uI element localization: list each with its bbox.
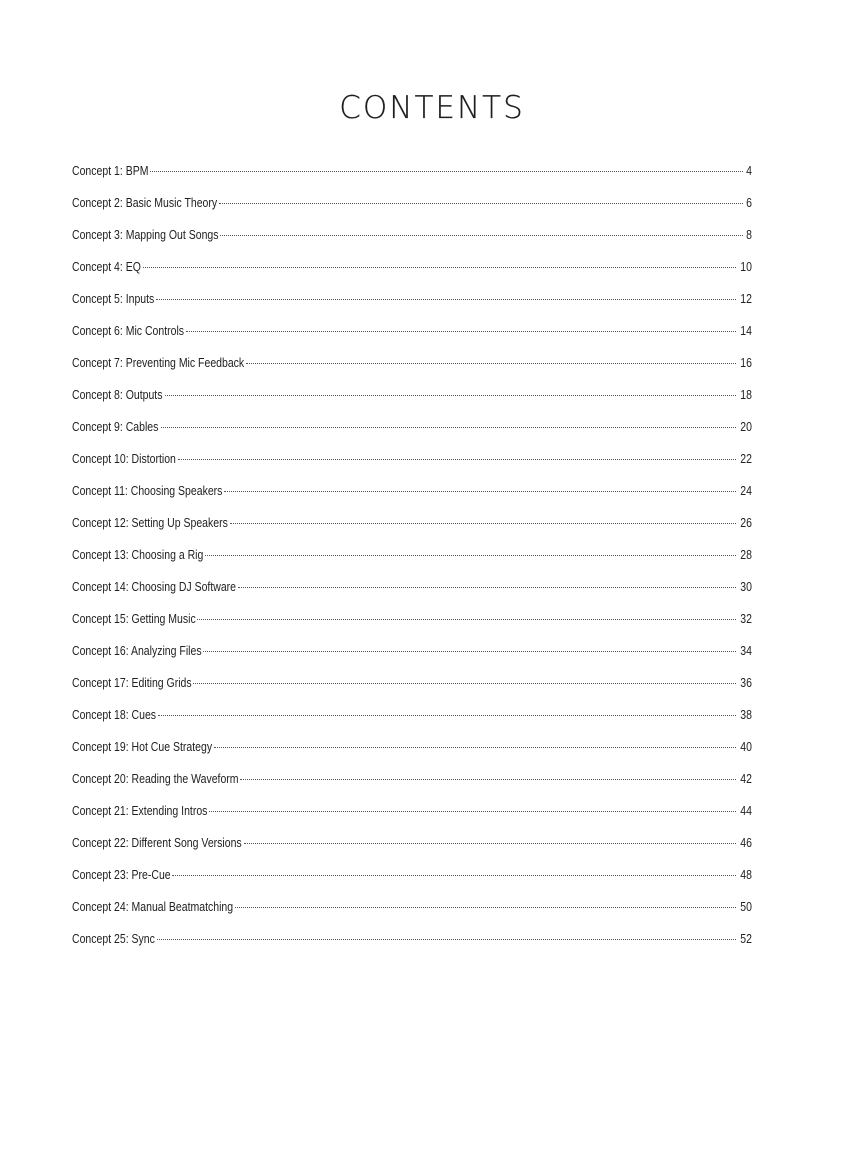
toc-entry-label: Concept 10: Distortion: [72, 452, 176, 466]
dot-leader: [235, 906, 736, 908]
toc-entry-label-wrap: [72, 766, 238, 792]
dot-leader: [205, 554, 736, 556]
toc-entry-page-number: 4: [746, 164, 752, 178]
toc-entry-label: Concept 19: Hot Cue Strategy: [72, 740, 213, 754]
dot-leader: [220, 234, 743, 236]
toc-entry-label: Concept 6: Mic Controls: [72, 324, 185, 338]
dot-leader: [224, 490, 736, 492]
toc-entry-label: Concept 14: Choosing DJ Software: [72, 580, 237, 594]
toc-entry-label-wrap: [72, 286, 154, 312]
dot-leader: [158, 714, 736, 716]
toc-entry-page-number: 38: [740, 708, 752, 722]
toc-entry[interactable]: [72, 158, 752, 190]
toc-entry-label-wrap: [72, 798, 207, 824]
toc-entry-page-number: 50: [740, 900, 752, 914]
toc-entry-label: Concept 11: Choosing Speakers: [72, 484, 223, 498]
toc-entry-page-number: 16: [740, 356, 752, 370]
toc-entry[interactable]: [72, 926, 752, 958]
toc-entry-label: Concept 20: Reading the Waveform: [72, 772, 239, 786]
toc-entry-label-wrap: [72, 670, 191, 696]
toc-entry[interactable]: [72, 350, 752, 382]
toc-entry-label-wrap: [72, 414, 159, 440]
toc-entry-page-number: 22: [740, 452, 752, 466]
toc-entry-page-number: 30: [740, 580, 752, 594]
toc-entry-page-number: 6: [746, 196, 752, 210]
dot-leader: [230, 522, 736, 524]
toc-entry-label: Concept 21: Extending Intros: [72, 804, 208, 818]
toc-entry-label: Concept 15: Getting Music: [72, 612, 196, 626]
toc-entry-label: Concept 18: Cues: [72, 708, 157, 722]
toc-entry[interactable]: [72, 510, 752, 542]
dot-leader: [143, 266, 736, 268]
dot-leader: [197, 618, 736, 620]
toc-entry-page-number: 48: [740, 868, 752, 882]
dot-leader: [165, 394, 736, 396]
toc-entry[interactable]: [72, 798, 752, 830]
toc-entry-page-number: 14: [740, 324, 752, 338]
toc-entry[interactable]: [72, 190, 752, 222]
toc-entry-page-number: 52: [740, 932, 752, 946]
toc-entry-page-number: 44: [740, 804, 752, 818]
toc-entry-page-number: 46: [740, 836, 752, 850]
toc-entry-label: Concept 3: Mapping Out Songs: [72, 228, 219, 242]
toc-entry[interactable]: [72, 670, 752, 702]
toc-entry-page-number: 42: [740, 772, 752, 786]
toc-entry[interactable]: [72, 702, 752, 734]
toc-entry[interactable]: [72, 382, 752, 414]
toc-entry-page-number: 18: [740, 388, 752, 402]
toc-entry-label: Concept 24: Manual Beatmatching: [72, 900, 234, 914]
toc-entry-label-wrap: [72, 638, 201, 664]
toc-entry-page-number: 28: [740, 548, 752, 562]
toc-entry-label-wrap: [72, 894, 233, 920]
toc-entry-label: Concept 13: Choosing a Rig: [72, 548, 204, 562]
toc-entry-page-number: 10: [740, 260, 752, 274]
toc-entry-label-wrap: [72, 830, 242, 856]
dot-leader: [178, 458, 736, 460]
toc-entry-label-wrap: [72, 734, 212, 760]
toc-entry-page-number: 24: [740, 484, 752, 498]
toc-entry-label: Concept 16: Analyzing Files: [72, 644, 202, 658]
toc-entry-label-wrap: [72, 574, 236, 600]
toc-entry[interactable]: [72, 446, 752, 478]
toc-entry-label-wrap: [72, 222, 218, 248]
toc-entry-label-wrap: [72, 862, 170, 888]
toc-entry-label: Concept 12: Setting Up Speakers: [72, 516, 228, 530]
toc-entry[interactable]: [72, 478, 752, 510]
toc-entry-label-wrap: [72, 158, 148, 184]
table-of-contents: [72, 158, 752, 958]
toc-entry-label-wrap: [72, 190, 217, 216]
dot-leader: [172, 874, 736, 876]
toc-entry[interactable]: [72, 830, 752, 862]
toc-entry[interactable]: [72, 286, 752, 318]
toc-entry-page-number: 34: [740, 644, 752, 658]
toc-entry-label: Concept 25: Sync: [72, 932, 155, 946]
toc-entry-label: Concept 2: Basic Music Theory: [72, 196, 218, 210]
toc-entry-label-wrap: [72, 254, 141, 280]
dot-leader: [240, 778, 736, 780]
toc-entry-label-wrap: [72, 350, 244, 376]
toc-entry-label-wrap: [72, 318, 184, 344]
dot-leader: [150, 170, 743, 172]
toc-entry-label-wrap: [72, 542, 203, 568]
toc-entry-label: Concept 22: Different Song Versions: [72, 836, 242, 850]
toc-entry-label: Concept 9: Cables: [72, 420, 159, 434]
dot-leader: [156, 298, 736, 300]
toc-entry-page-number: 20: [740, 420, 752, 434]
toc-entry-label: Concept 1: BPM: [72, 164, 149, 178]
toc-entry-page-number: 40: [740, 740, 752, 754]
toc-entry-label: Concept 4: EQ: [72, 260, 141, 274]
toc-entry-page-number: 8: [746, 228, 752, 242]
dot-leader: [186, 330, 736, 332]
toc-entry-page-number: 26: [740, 516, 752, 530]
toc-entry-label-wrap: [72, 510, 228, 536]
toc-entry-label-wrap: [72, 478, 222, 504]
toc-entry-label-wrap: [72, 382, 163, 408]
dot-leader: [161, 426, 737, 428]
toc-entry-label: Concept 17: Editing Grids: [72, 676, 192, 690]
toc-entry[interactable]: [72, 542, 752, 574]
toc-entry[interactable]: [72, 894, 752, 926]
dot-leader: [203, 650, 736, 652]
toc-entry-label-wrap: [72, 926, 155, 952]
toc-entry[interactable]: [72, 734, 752, 766]
dot-leader: [246, 362, 736, 364]
toc-entry[interactable]: [72, 414, 752, 446]
toc-entry-label-wrap: [72, 446, 176, 472]
toc-entry-page-number: 12: [740, 292, 752, 306]
toc-entry-label: Concept 23: Pre-Cue: [72, 868, 171, 882]
dot-leader: [244, 842, 736, 844]
toc-entry[interactable]: [72, 254, 752, 286]
dot-leader: [219, 202, 743, 204]
dot-leader: [238, 586, 736, 588]
toc-entry[interactable]: [72, 862, 752, 894]
dot-leader: [193, 682, 736, 684]
page-title: CONTENTS: [339, 90, 525, 126]
toc-entry[interactable]: [72, 574, 752, 606]
toc-entry[interactable]: [72, 606, 752, 638]
toc-entry[interactable]: [72, 222, 752, 254]
toc-entry[interactable]: [72, 766, 752, 798]
toc-entry-label: Concept 5: Inputs: [72, 292, 155, 306]
toc-entry-label: Concept 8: Outputs: [72, 388, 163, 402]
toc-entry[interactable]: [72, 638, 752, 670]
toc-entry-label: Concept 7: Preventing Mic Feedback: [72, 356, 245, 370]
toc-entry-label-wrap: [72, 606, 195, 632]
toc-entry[interactable]: [72, 318, 752, 350]
dot-leader: [157, 938, 736, 940]
toc-entry-page-number: 36: [740, 676, 752, 690]
toc-entry-label-wrap: [72, 702, 156, 728]
dot-leader: [209, 810, 736, 812]
dot-leader: [214, 746, 736, 748]
toc-entry-page-number: 32: [740, 612, 752, 626]
